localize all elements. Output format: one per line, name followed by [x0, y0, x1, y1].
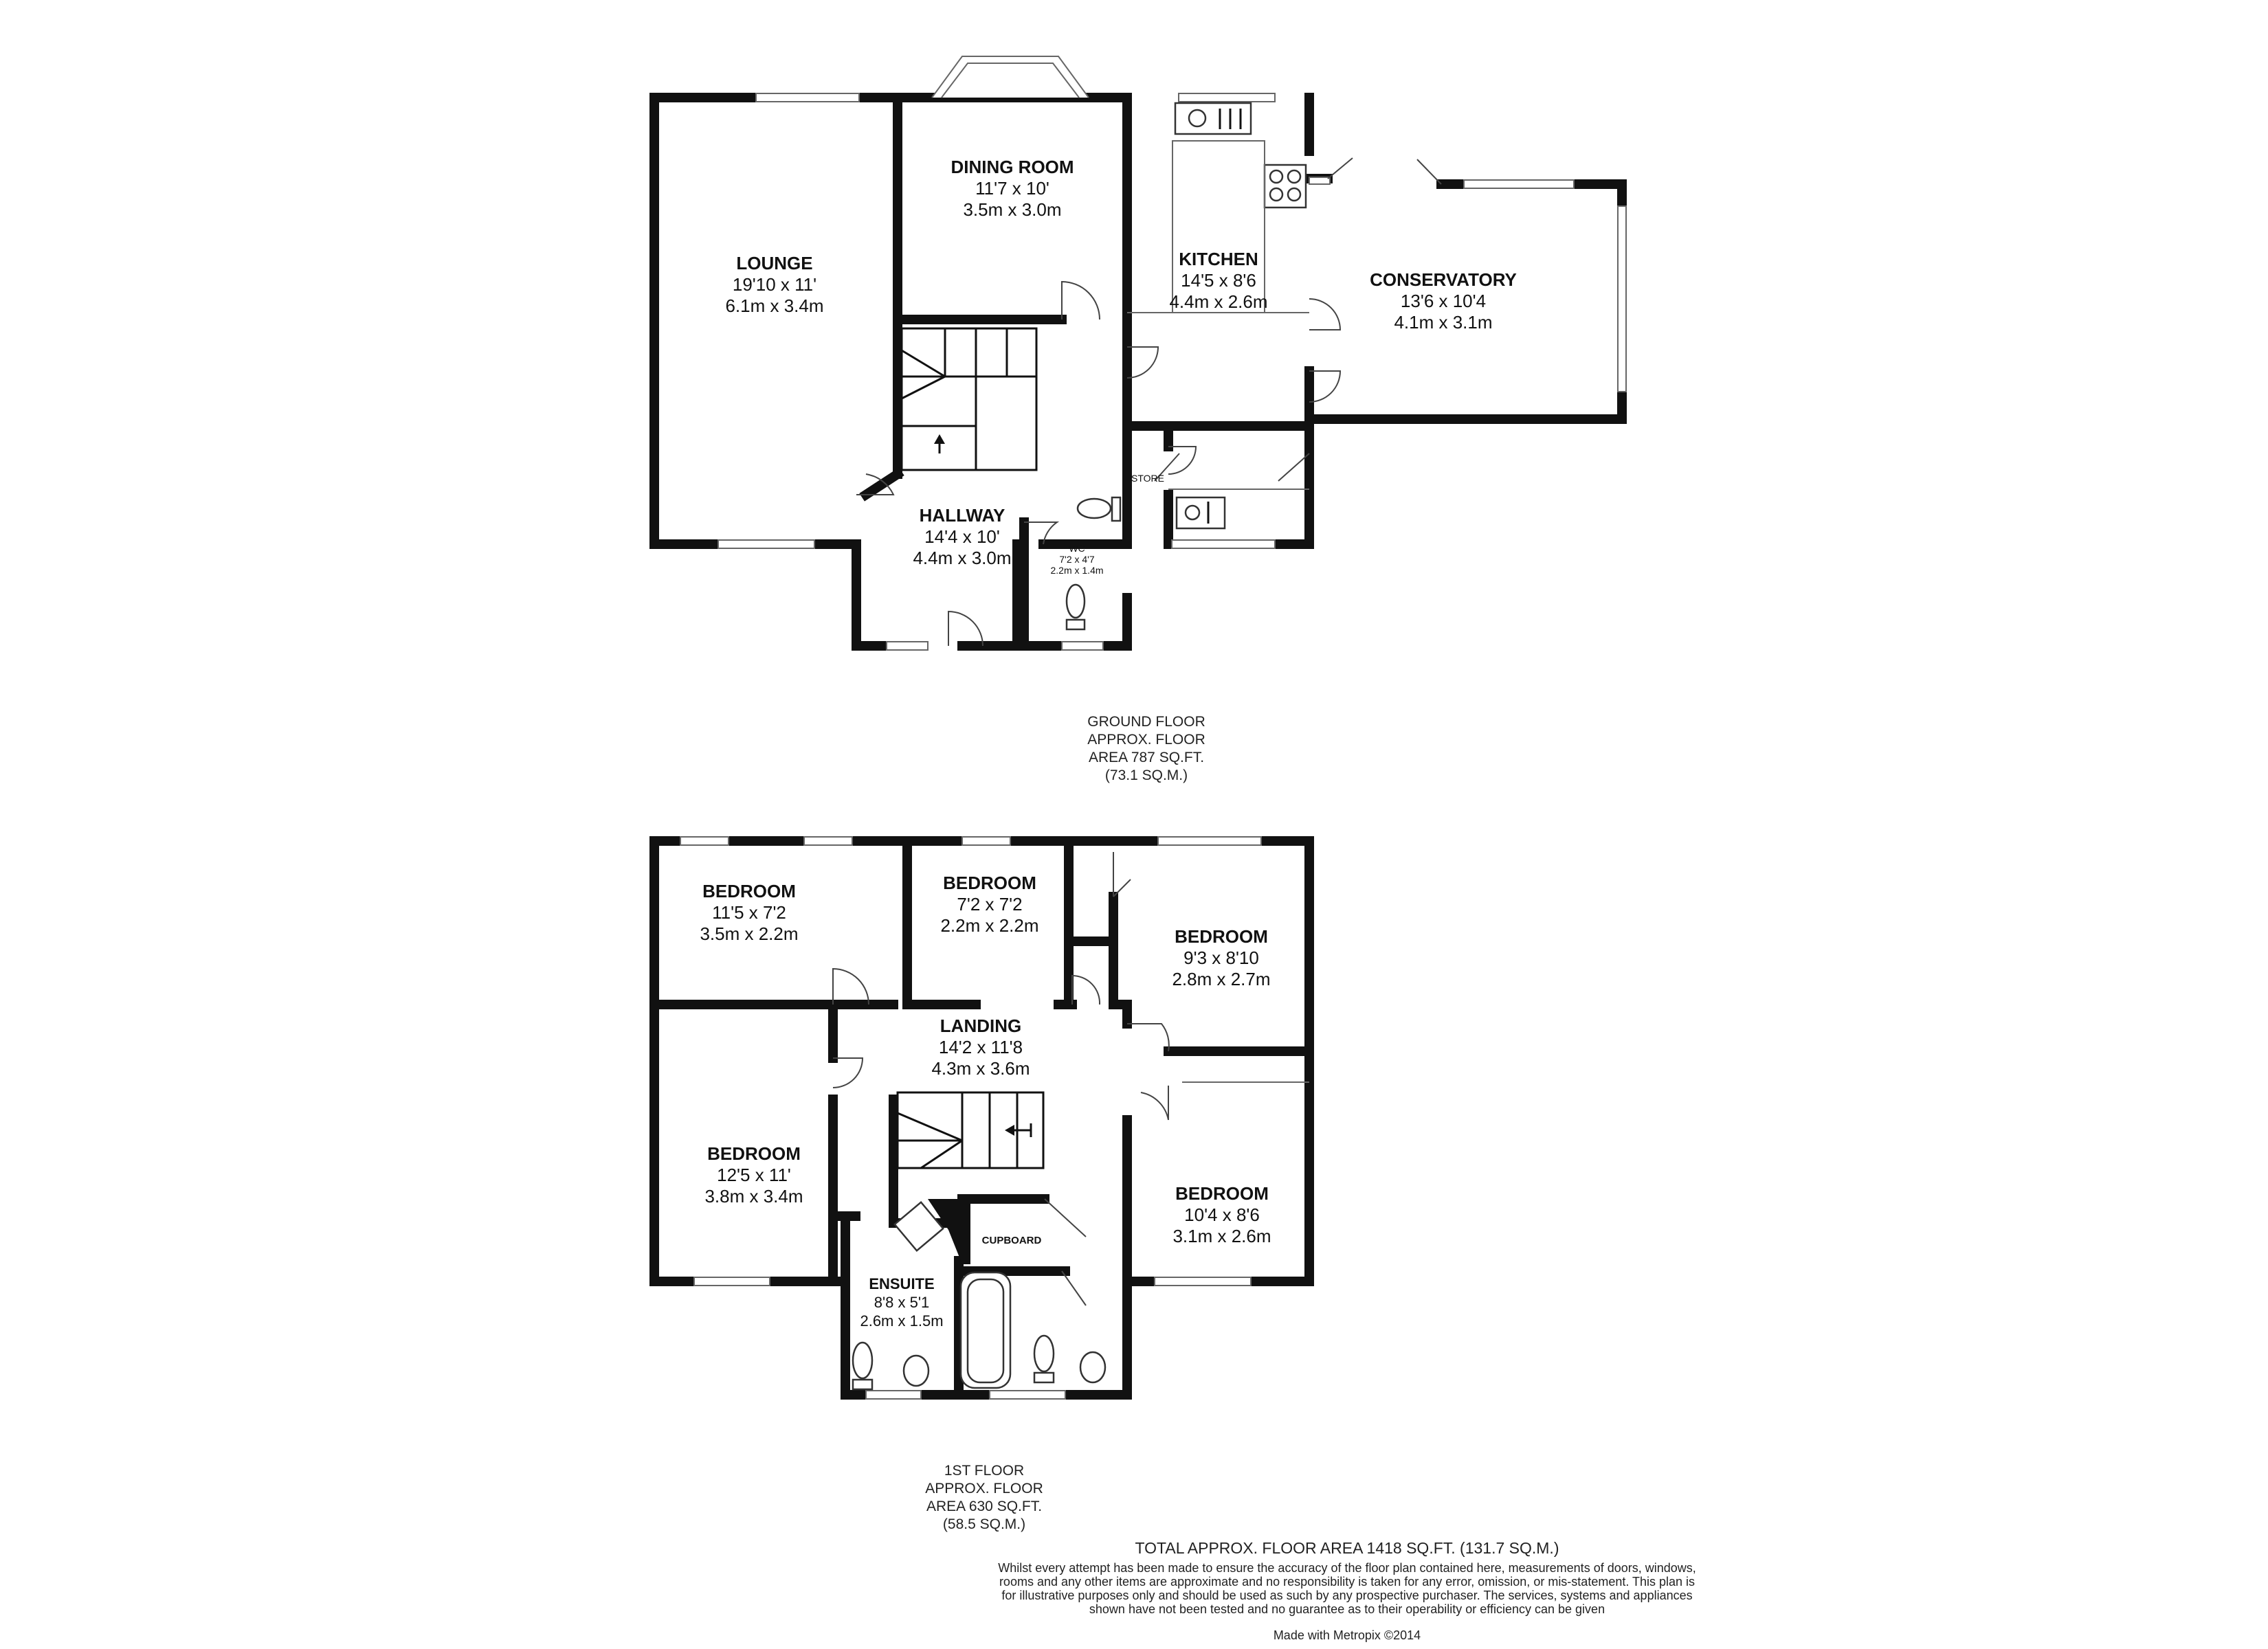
- room-label-hallway: [913, 505, 1011, 569]
- room-name: LOUNGE: [736, 253, 813, 273]
- room-name: ENSUITE: [869, 1275, 935, 1292]
- room-size-metric: 3.5m x 3.0m: [963, 199, 1062, 220]
- room-size-imperial: 11'7 x 10': [975, 178, 1049, 199]
- area-line: GROUND FLOOR: [1087, 714, 1205, 730]
- ground-floor-plan: [654, 56, 1626, 650]
- room-size-metric: 6.1m x 3.4m: [725, 295, 824, 316]
- area-line: APPROX. FLOOR: [925, 1481, 1043, 1496]
- credit-text: Made with Metropix ©2014: [1273, 1628, 1421, 1642]
- room-label-landing: [931, 1016, 1030, 1079]
- room-size-imperial: 14'4 x 10': [924, 526, 1000, 547]
- ground-floor-area: [1087, 713, 1205, 785]
- room-label-kitchen: [1169, 249, 1267, 313]
- room-label-dining-room: [950, 157, 1074, 221]
- room-label-bedroom-front-right: [1172, 926, 1270, 990]
- area-line: 1ST FLOOR: [944, 1463, 1025, 1479]
- room-name: BEDROOM: [702, 881, 796, 901]
- room-size-metric: 4.1m x 3.1m: [1394, 312, 1493, 333]
- room-size-imperial: 8'8 x 5'1: [874, 1294, 930, 1311]
- total-floor-area: TOTAL APPROX. FLOOR AREA 1418 SQ.FT. (131.7 SQ.M.): [1135, 1539, 1559, 1557]
- room-name: DINING ROOM: [950, 157, 1074, 177]
- room-name: BEDROOM: [1175, 1183, 1269, 1204]
- room-size-imperial: 11'5 x 7'2: [712, 902, 786, 923]
- room-name: WC: [1069, 543, 1085, 554]
- room-label-bedroom-rear-right: [1172, 1183, 1271, 1247]
- room-size-imperial: 12'5 x 11': [717, 1165, 791, 1185]
- room-name: BEDROOM: [943, 873, 1036, 893]
- store-label: STORE: [1131, 473, 1164, 484]
- room-size-imperial: 9'3 x 8'10: [1183, 947, 1259, 968]
- room-size-metric: 2.8m x 2.7m: [1172, 969, 1271, 989]
- room-size-metric: 4.3m x 3.6m: [931, 1058, 1030, 1079]
- room-size-imperial: 14'5 x 8'6: [1181, 270, 1256, 291]
- room-name: CONSERVATORY: [1370, 269, 1517, 290]
- room-name: LANDING: [940, 1016, 1022, 1036]
- room-name: HALLWAY: [919, 505, 1005, 526]
- area-line: APPROX. FLOOR: [1087, 732, 1205, 748]
- area-line: AREA 787 SQ.FT.: [1088, 750, 1205, 765]
- room-size-metric: 4.4m x 3.0m: [913, 548, 1012, 568]
- room-size-metric: 3.5m x 2.2m: [700, 923, 799, 944]
- room-label-wc: [1050, 543, 1103, 576]
- room-label-bedroom-rear-left: [704, 1143, 803, 1207]
- disclaimer-text: Whilst every attempt has been made to ensure the accuracy of the floor plan contained here, measurements of doors, windows, rooms and any other items are approximate and no responsibility is taken for any error, omission, or mis-statement. This plan is for illustrative purposes only and should be used as such by any prospective purchaser. The services, systems and appliances shown have not been tested and no guarantee as to their operability or efficiency can be given: [998, 1561, 1696, 1616]
- room-size-metric: 2.2m x 1.4m: [1050, 565, 1104, 576]
- room-size-imperial: 13'6 x 10'4: [1400, 291, 1487, 311]
- room-size-imperial: 14'2 x 11'8: [938, 1037, 1023, 1057]
- room-name: BEDROOM: [1175, 926, 1268, 947]
- area-line: AREA 630 SQ.FT.: [926, 1499, 1043, 1514]
- room-label-ensuite: [860, 1275, 943, 1330]
- area-line: (58.5 SQ.M.): [942, 1516, 1026, 1532]
- room-size-metric: 2.2m x 2.2m: [940, 915, 1039, 936]
- room-size-metric: 2.6m x 1.5m: [860, 1312, 944, 1330]
- room-label-bedroom-front-left: [700, 881, 798, 945]
- first-floor-area: [925, 1462, 1043, 1534]
- room-name: BEDROOM: [707, 1143, 801, 1164]
- room-size-imperial: 10'4 x 8'6: [1184, 1204, 1260, 1225]
- room-label-lounge: [725, 253, 823, 317]
- room-label-conservatory: [1370, 269, 1517, 333]
- room-size-imperial: 19'10 x 11': [732, 274, 817, 295]
- room-size-imperial: 7'2 x 4'7: [1059, 554, 1095, 565]
- area-line: (73.1 SQ.M.): [1104, 767, 1188, 783]
- room-name: KITCHEN: [1179, 249, 1258, 269]
- room-size-metric: 3.1m x 2.6m: [1172, 1226, 1271, 1246]
- room-size-metric: 4.4m x 2.6m: [1169, 291, 1268, 312]
- room-label-bedroom-front-middle: [940, 873, 1038, 936]
- room-size-imperial: 7'2 x 7'2: [957, 894, 1023, 915]
- room-size-metric: 3.8m x 3.4m: [704, 1186, 803, 1207]
- cupboard-label: CUPBOARD: [981, 1235, 1042, 1246]
